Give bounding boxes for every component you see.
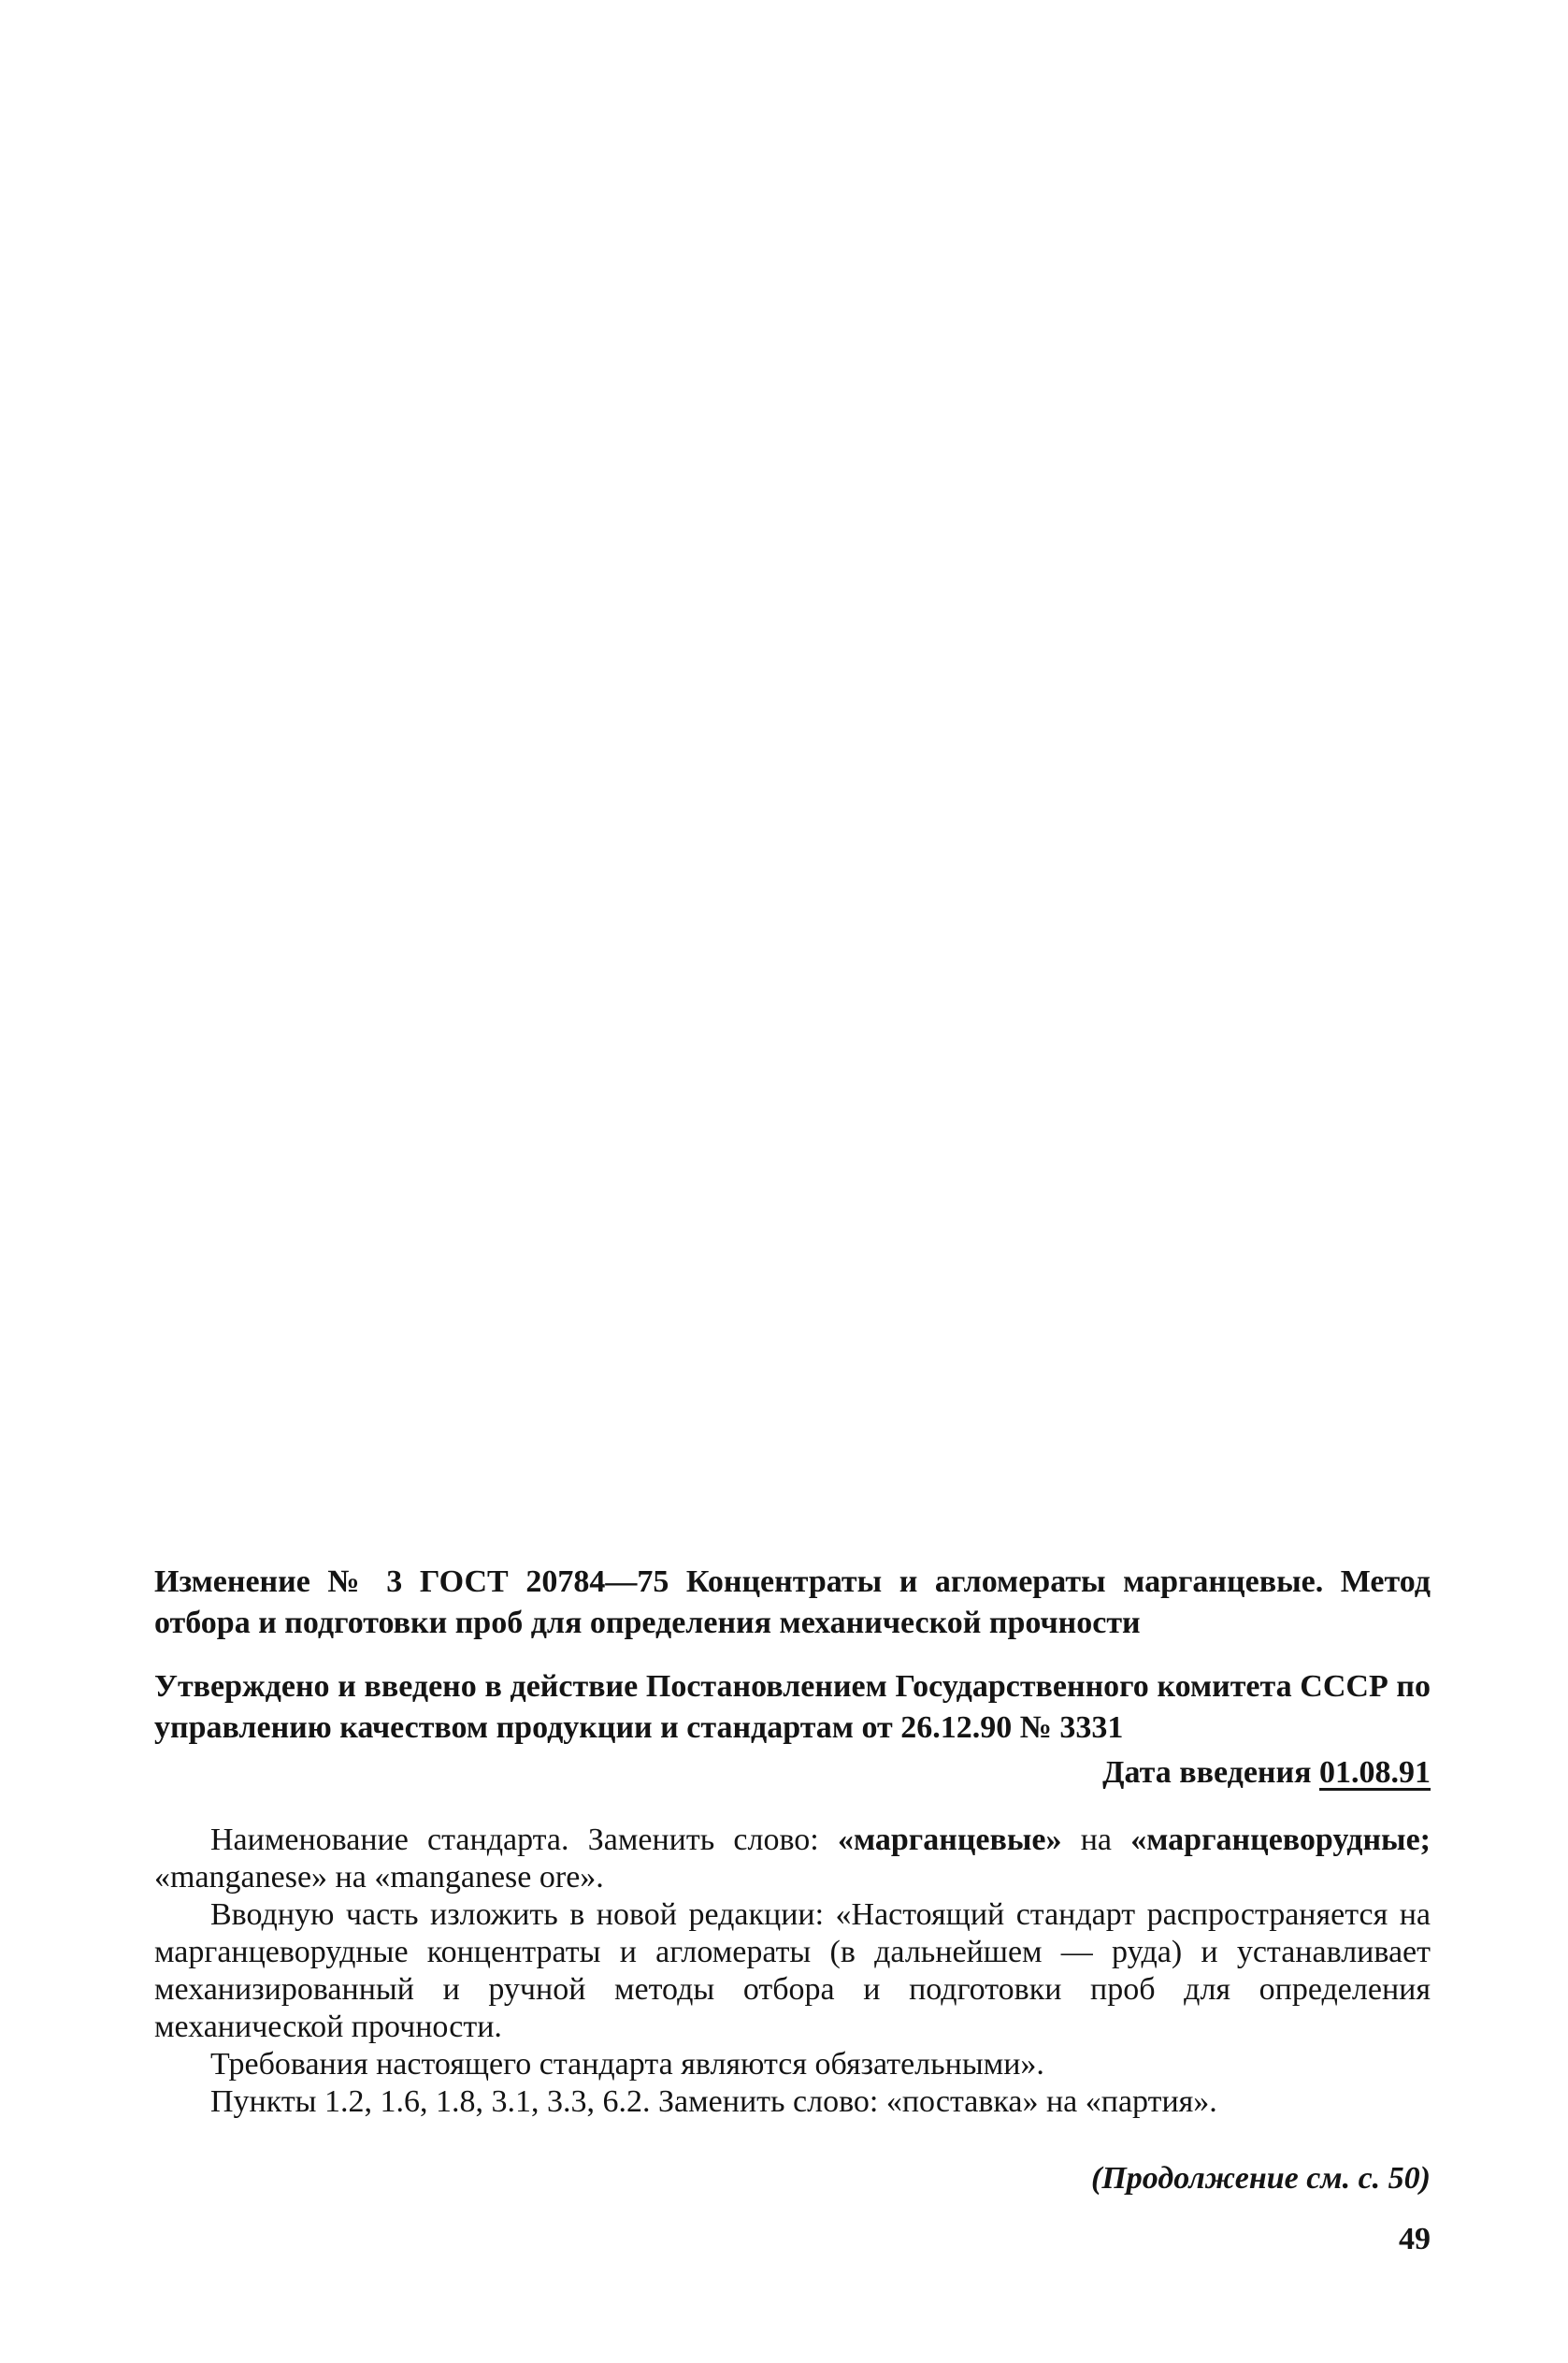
amendment-body	[154, 1822, 1431, 2121]
page-number: 49	[1399, 2222, 1431, 2256]
continuation-note: (Продолжение см. с. 50)	[1091, 2161, 1431, 2196]
paragraph-standard-name-end: «manganese» на «manganese ore».	[154, 1860, 604, 1895]
amendment-title: Изменение № 3 ГОСТ 20784—75 Концентраты и агломераты марганцевые. Метод отбора и подготовки проб для определения механической прочности	[154, 1564, 1431, 1640]
paragraph-mandatory: Требования настоящего стандарта являются обязательными».	[210, 2047, 1044, 2082]
paragraph-clauses: Пункты 1.2, 1.6, 1.8, 3.1, 3.3, 6.2. Заменить слово: «поставка» на «партия».	[210, 2084, 1217, 2119]
introduction-date-label: Дата введения	[1102, 1755, 1312, 1790]
paragraph-standard-name-new-word: «марганцеворудные;	[1130, 1823, 1431, 1857]
paragraph-standard-name	[154, 1822, 1431, 1896]
approval-statement: Утверждено и введено в действие Постановлением Государственного комитета СССР по управлению качеством продукции и стандартам от 26.12.90 № 3331	[154, 1669, 1431, 1745]
paragraph-standard-name-start: Наименование стандарта. Заменить слово:	[210, 1823, 838, 1857]
introduction-date	[154, 1752, 1431, 1794]
paragraph-standard-name-old-word: «марганцевые»	[837, 1823, 1062, 1857]
paragraph-standard-name-mid: на	[1061, 1823, 1131, 1857]
introduction-date-value: 01.08.91	[1319, 1755, 1431, 1790]
paragraph-introduction: Вводную часть изложить в новой редакции: «Настоящий стандарт распространяется на марганцеворудные концентраты и агломераты (в дальнейшем — руда) и устанавливает механизированный и ручной методы отбора и подготовки проб для определения механической прочности.	[154, 1897, 1431, 2044]
